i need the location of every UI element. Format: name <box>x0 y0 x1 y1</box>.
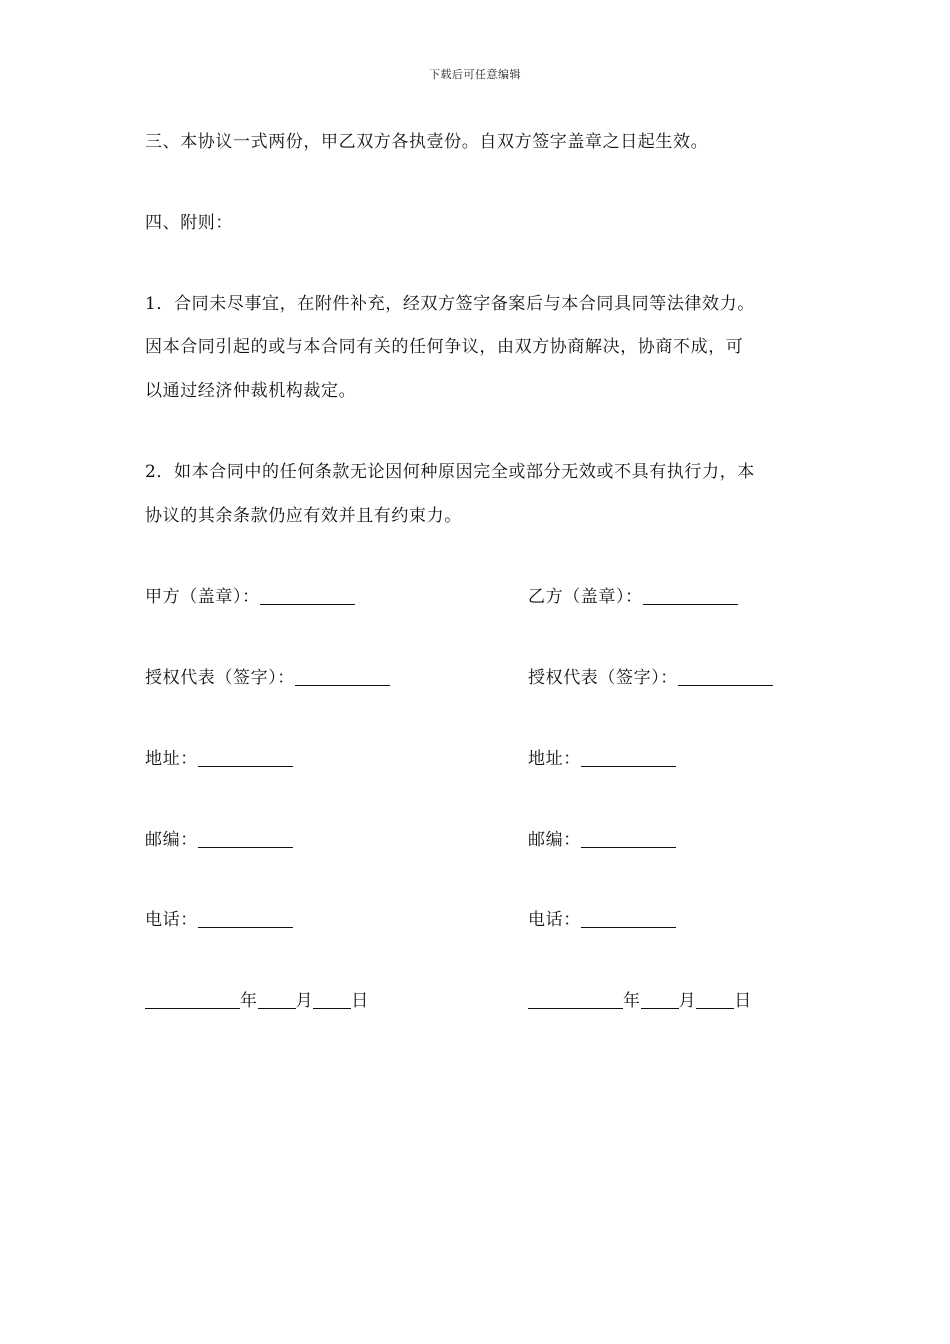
item-2-line-2: 协议的其余条款仍应有效并且有约束力。 <box>145 506 462 526</box>
party-b-seal-label: 乙方（盖章）： <box>528 587 643 607</box>
party-a-address-label: 地址： <box>145 749 198 769</box>
party-a-month-field[interactable] <box>258 992 296 1009</box>
clause-3: 三、本协议一式两份，甲乙双方各执壹份。自双方签字盖章之日起生效。 <box>145 132 709 152</box>
party-a-seal-field[interactable] <box>260 588 355 605</box>
party-a-phone-row <box>145 905 293 930</box>
party-a-month-label: 月 <box>295 991 314 1011</box>
party-a-date-row <box>145 986 369 1011</box>
party-a-year-label: 年 <box>240 991 258 1011</box>
party-a-phone-field[interactable] <box>198 911 293 928</box>
party-b-month-label: 月 <box>678 991 697 1011</box>
party-b-phone-label: 电话： <box>528 910 581 930</box>
party-a-postcode-label: 邮编： <box>145 830 198 850</box>
party-b-postcode-row <box>528 825 676 850</box>
party-b-postcode-field[interactable] <box>581 831 676 848</box>
item-1-line-3: 以通过经济仲裁机构裁定。 <box>145 381 357 401</box>
party-b-day-label: 日 <box>734 991 752 1011</box>
party-b-date-row <box>528 986 752 1011</box>
item-1-line-2: 因本合同引起的或与本合同有关的任何争议，由双方协商解决，协商不成，可 <box>145 337 744 357</box>
party-a-day-field[interactable] <box>313 992 351 1009</box>
party-b-rep-row <box>528 663 773 688</box>
party-b-phone-field[interactable] <box>581 911 676 928</box>
header-note: 下载后可任意编辑 <box>429 68 521 81</box>
party-b-address-field[interactable] <box>581 750 676 767</box>
clause-4-title: 四、附则： <box>145 213 233 233</box>
party-b-address-label: 地址： <box>528 749 581 769</box>
party-a-rep-label: 授权代表（签字）： <box>145 668 295 688</box>
item-1-line-1: 1．合同未尽事宜，在附件补充，经双方签字备案后与本合同具同等法律效力。 <box>145 294 755 314</box>
party-a-seal-row <box>145 582 355 607</box>
item-2-line-1: 2．如本合同中的任何条款无论因何种原因完全或部分无效或不具有执行力，本 <box>145 462 755 482</box>
party-b-year-field[interactable] <box>528 992 623 1009</box>
party-b-rep-field[interactable] <box>678 669 773 686</box>
party-a-seal-label: 甲方（盖章）： <box>145 587 260 607</box>
party-b-seal-row <box>528 582 738 607</box>
party-a-year-field[interactable] <box>145 992 240 1009</box>
party-b-postcode-label: 邮编： <box>528 830 581 850</box>
party-b-day-field[interactable] <box>696 992 734 1009</box>
party-a-postcode-row <box>145 825 293 850</box>
party-b-phone-row <box>528 905 676 930</box>
party-a-rep-row <box>145 663 390 688</box>
party-b-month-field[interactable] <box>641 992 679 1009</box>
party-a-phone-label: 电话： <box>145 910 198 930</box>
party-b-seal-field[interactable] <box>643 588 738 605</box>
party-a-postcode-field[interactable] <box>198 831 293 848</box>
party-b-address-row <box>528 744 676 769</box>
party-a-address-field[interactable] <box>198 750 293 767</box>
party-a-day-label: 日 <box>351 991 369 1011</box>
party-b-rep-label: 授权代表（签字）： <box>528 668 678 688</box>
party-a-address-row <box>145 744 293 769</box>
party-a-rep-field[interactable] <box>295 669 390 686</box>
party-b-year-label: 年 <box>623 991 641 1011</box>
